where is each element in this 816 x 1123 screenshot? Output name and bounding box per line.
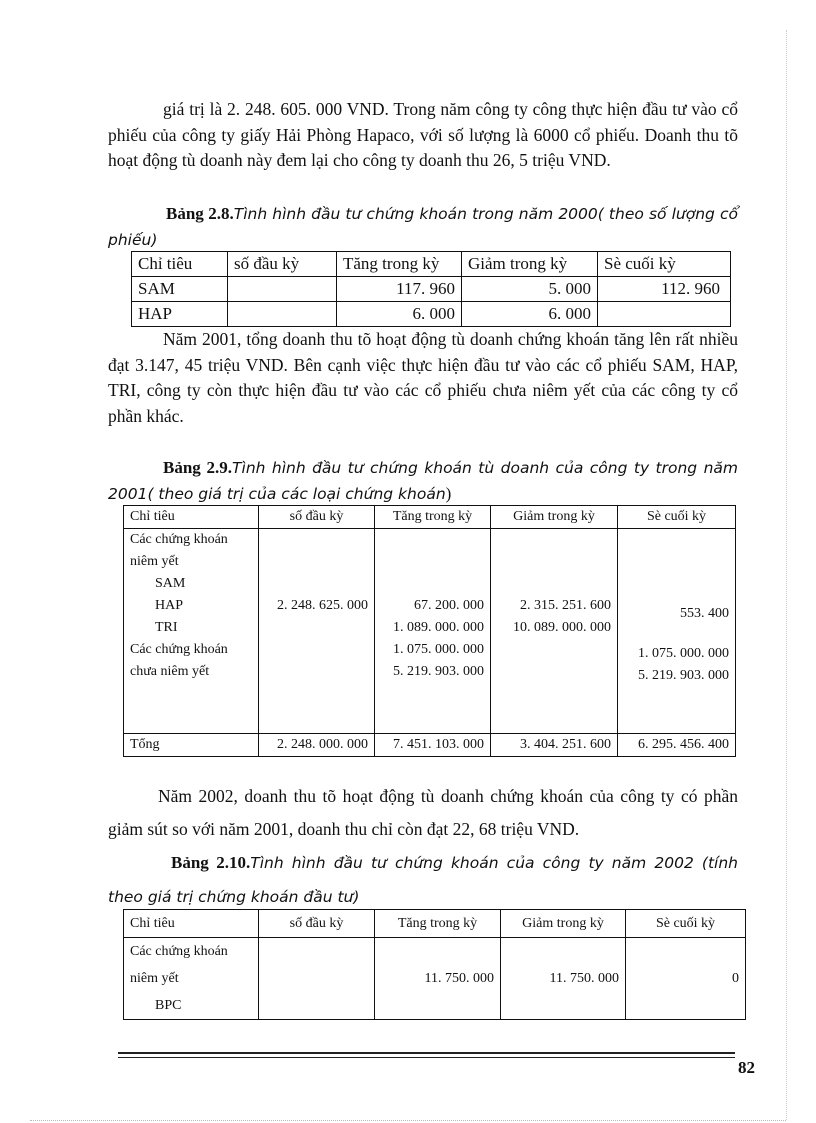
table-row: [132, 302, 731, 327]
page-border: [786, 30, 787, 1120]
table-row: [132, 277, 731, 302]
cell: 3. 404. 251. 600: [491, 734, 618, 757]
header-cell: Sè cuối kỳ: [626, 910, 746, 938]
table-header-row: [132, 252, 731, 277]
header-cell: số đầu kỳ: [228, 252, 337, 277]
cell: [501, 938, 626, 1020]
header-cell: Tăng trong kỳ: [375, 506, 491, 529]
header-cell: Chỉ tiêu: [124, 506, 259, 529]
item-label: TRI: [155, 620, 178, 635]
table-row: [124, 529, 736, 734]
footer-rule: [118, 1052, 735, 1054]
paragraph-3: Năm 2002, doanh thu tõ hoạt động tù doanh chứng khoán của công ty có phần giảm sút so với năm 2001, doanh thu chỉ còn đạt 22, 68 triệu VND.: [108, 786, 738, 839]
cell-value: 2. 248. 625. 000: [277, 598, 368, 613]
paragraph-2: Năm 2001, tổng doanh thu tõ hoạt động tù doanh chứng khoán tăng lên rất nhiều đạt 3.147, 45 triệu VND. Bên cạnh việc thực hiện đầu tư vào các cổ phiếu SAM, HAP, TRI, công ty còn thực hiện đầu tư vào các cổ phiếu chưa niêm yết của các công ty cổ phần khác.: [108, 329, 738, 426]
header-cell: Giảm trong kỳ: [462, 252, 598, 277]
cell: 5. 000: [462, 277, 598, 302]
item-label: HAP: [155, 598, 184, 613]
cell: [375, 938, 501, 1020]
item-label: Các chứng khoán chưa niêm yết: [130, 642, 228, 679]
cell: [491, 529, 618, 734]
cell-value: 10. 089. 000. 000: [513, 620, 611, 635]
table-label: Bảng 2.10.: [171, 853, 251, 872]
cell-value: 11. 750. 000: [424, 971, 494, 986]
cell: 7. 451. 103. 000: [375, 734, 491, 757]
table-2-10-caption: [108, 846, 738, 914]
table-title: Tình hình đầu tư chứng khoán của công ty năm 2002 (tính theo giá trị chứng khoán đầu tư): [108, 854, 739, 906]
cell-value: 11. 750. 000: [549, 971, 619, 986]
header-cell: Chỉ tiêu: [132, 252, 228, 277]
table-2-8-caption: [108, 201, 738, 253]
cell-value: 2. 315. 251. 600: [520, 598, 611, 613]
cell: [598, 302, 731, 327]
item-label: BPC: [155, 998, 182, 1013]
cell: 117. 960: [337, 277, 462, 302]
page-border: [30, 1120, 786, 1121]
item-label: Các chứng khoán niêm yết: [130, 944, 228, 986]
cell: SAM: [132, 277, 228, 302]
header-cell: số đầu kỳ: [259, 910, 375, 938]
footer-rule: [118, 1057, 735, 1058]
cell-value: 553. 400: [680, 606, 729, 621]
table-label: Bảng 2.9.: [163, 458, 233, 477]
cell-value: 0: [732, 971, 739, 986]
cell-value: 1. 075. 000. 000: [393, 642, 484, 657]
cell: [228, 302, 337, 327]
table-label: Bảng 2.8.: [166, 204, 234, 223]
table-2-9-caption: [108, 455, 738, 507]
cell: HAP: [132, 302, 228, 327]
cell-value: 1. 075. 000. 000: [638, 646, 729, 661]
header-cell: Chỉ tiêu: [124, 910, 259, 938]
cell: [626, 938, 746, 1020]
cell: [259, 529, 375, 734]
table-title: Tình hình đầu tư chứng khoán tù doanh của công ty trong năm 2001( theo giá trị của các loại chứng khoán: [108, 459, 738, 503]
caption-close: ): [445, 484, 452, 503]
cell-value: 5. 219. 903. 000: [393, 664, 484, 679]
page-number: 82: [738, 1058, 755, 1077]
item-label: Các chứng khoán niêm yết: [130, 532, 228, 569]
header-cell: Tăng trong kỳ: [375, 910, 501, 938]
cell: [618, 529, 736, 734]
table-total-row: [124, 734, 736, 757]
cell-value: 1. 089. 000. 000: [393, 620, 484, 635]
table-title: Tình hình đầu tư chứng khoán trong năm 2000( theo số lượng cổ phiếu): [108, 205, 739, 249]
cell-value: 5. 219. 903. 000: [638, 668, 729, 683]
cell: [259, 938, 375, 1020]
table-row: [124, 938, 746, 1020]
table-header-row: [124, 910, 746, 938]
header-cell: Tăng trong kỳ: [337, 252, 462, 277]
header-cell: Sè cuối kỳ: [618, 506, 736, 529]
cell: 112. 960: [598, 277, 731, 302]
cell: 6. 000: [462, 302, 598, 327]
table-2-9: [123, 505, 736, 757]
cell: [124, 938, 259, 1020]
cell: [375, 529, 491, 734]
table-2-10: [123, 909, 746, 1020]
cell: 2. 248. 000. 000: [259, 734, 375, 757]
paragraph-1: giá trị là 2. 248. 605. 000 VND. Trong năm công ty công thực hiện đầu tư vào cổ phiếu của công ty giấy Hải Phòng Hapaco, với số lượng là 6000 cổ phiếu. Doanh thu tõ hoạt động tù doanh này đem lại cho công ty doanh thu 26, 5 triệu VND.: [108, 99, 738, 170]
header-cell: số đầu kỳ: [259, 506, 375, 529]
header-cell: Giảm trong kỳ: [491, 506, 618, 529]
cell: Tổng: [124, 734, 259, 757]
item-label: SAM: [155, 576, 186, 591]
table-2-8: [131, 251, 731, 327]
cell: 6. 000: [337, 302, 462, 327]
header-cell: Sè cuối kỳ: [598, 252, 731, 277]
table-header-row: [124, 506, 736, 529]
cell-value: 67. 200. 000: [414, 598, 484, 613]
cell: 6. 295. 456. 400: [618, 734, 736, 757]
cell: [124, 529, 259, 734]
cell: [228, 277, 337, 302]
header-cell: Giảm trong kỳ: [501, 910, 626, 938]
